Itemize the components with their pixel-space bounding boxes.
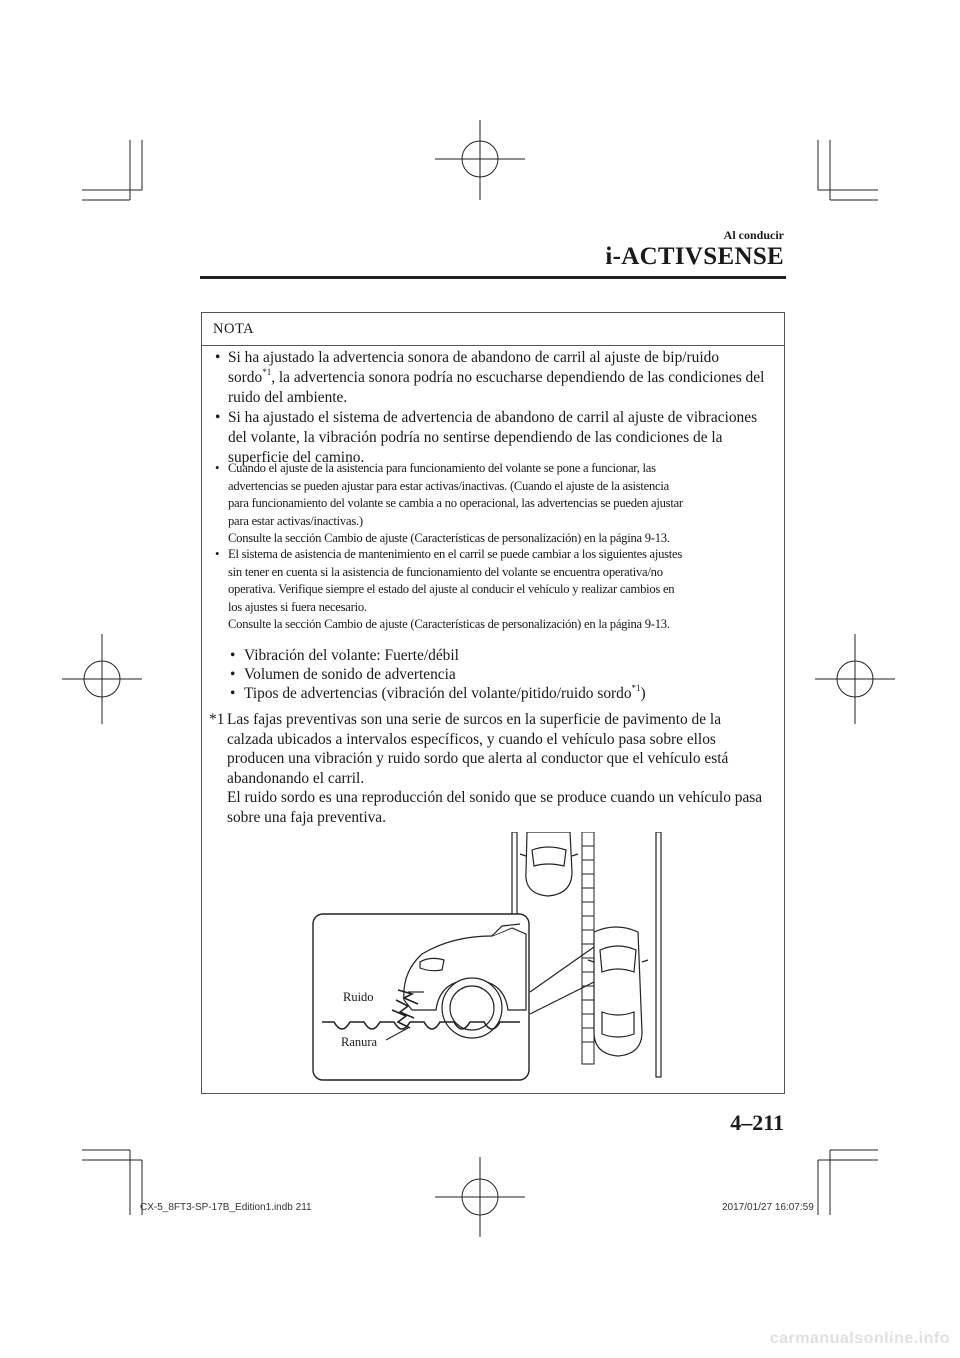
bullet: • — [215, 547, 220, 561]
note-item-line: operativa. Verifique siempre el estado del ajuste al conducir el vehículo y realizar cambios en — [228, 582, 675, 596]
note-item-line: El sistema de asistencia de mantenimiento en el carril se puede cambiar a los siguientes ajustes — [228, 547, 683, 561]
note-item-small — [215, 460, 780, 548]
sub-item-close: ) — [640, 685, 646, 702]
sub-item — [230, 646, 646, 665]
bullet: • — [230, 666, 236, 683]
footer-timestamp: 2017/01/27 16:07:59 — [722, 1202, 814, 1213]
footnote-line: abandonando el carril. — [227, 769, 365, 787]
registration-target-bottom — [435, 1157, 525, 1237]
note-item-line: Consulte la sección Cambio de ajuste (Características de personalización) en la página 9-13. — [228, 617, 670, 631]
groove-label: Ranura — [341, 1035, 378, 1049]
sub-item — [230, 665, 646, 684]
note-item-line: advertencias se pueden ajustar para estar activas/inactivas. (Cuando el ajuste de la asistencia — [228, 478, 669, 493]
note-item-line: los ajustes si fuera necesario. — [228, 599, 367, 614]
registration-target-right — [815, 634, 895, 724]
bullet: • — [215, 461, 220, 475]
note-item-line: sordo — [228, 369, 263, 386]
crop-mark-top-left — [82, 140, 142, 200]
footnote-ref: *1 — [262, 366, 272, 377]
registration-target-top — [435, 120, 525, 200]
crop-mark-top-right — [818, 140, 878, 200]
car-top-view-drifting — [588, 927, 648, 1056]
note-item-line: Consulte la sección Cambio de ajuste (Características de personalización) en la página 9-13. — [228, 531, 670, 545]
car-top-view-ahead — [520, 832, 578, 896]
crop-mark-bottom-right — [818, 1150, 878, 1215]
noise-label: Ruido — [343, 990, 374, 1004]
note-item-line: para funcionamiento del volante se cambia a no operacional, las advertencias se pueden ajustar — [228, 496, 683, 510]
note-heading: NOTA — [202, 313, 784, 346]
note-item — [215, 348, 780, 408]
note-item-small — [215, 546, 780, 634]
sub-item — [230, 684, 646, 703]
registration-target-left — [62, 634, 142, 724]
section-label: Al conducir — [723, 228, 784, 242]
section-title: i-ACTIVSENSE — [605, 243, 784, 270]
sub-item-text: Tipos de advertencias (vibración del volante/pitido/ruido sordo — [244, 685, 632, 702]
footnote-line: Las fajas preventivas son una serie de surcos en la superficie de pavimento de la — [227, 711, 722, 728]
note-item-line: Si ha ajustado el sistema de advertencia de abandono de carril al ajuste de vibraciones — [228, 409, 758, 426]
footer-file-info: CX-5_8FT3-SP-17B_Edition1.indb 211 — [140, 1202, 312, 1213]
footnote-line: El ruido sordo es una reproducción del sonido que se produce cuando un vehículo pasa — [227, 789, 763, 806]
note-item-line: sin tener en cuenta si la asistencia de funcionamiento del volante se encuentra operativa/no — [228, 564, 663, 579]
bullet: • — [215, 409, 221, 426]
crop-mark-bottom-left — [82, 1150, 142, 1215]
bullet: • — [230, 685, 236, 702]
note-item-line: Si ha ajustado la advertencia sonora de abandono de carril al ajuste de bip/ruido — [228, 349, 720, 366]
page-number: 4–211 — [730, 1110, 784, 1135]
note-item-line: Cuando el ajuste de la asistencia para funcionamiento del volante se pone a funcionar, las — [228, 461, 656, 475]
watermark: carmanualsonline.info — [769, 1330, 950, 1347]
footnote-line: sobre una faja preventiva. — [227, 808, 386, 826]
bullet: • — [215, 349, 221, 366]
note-item — [215, 408, 780, 468]
footnote-line: calzada ubicados a intervalos específicos, y cuando el vehículo pasa sobre ellos — [227, 730, 716, 748]
settings-sub-list — [230, 646, 646, 703]
footnote-line: producen una vibración y ruido sordo que alerta al conductor que el vehículo está — [227, 750, 729, 767]
sub-item-text: Vibración del volante: Fuerte/débil — [244, 647, 459, 664]
sub-item-text: Volumen de sonido de advertencia — [244, 666, 456, 683]
footnote-ref: *1 — [631, 682, 641, 693]
note-item-line: superficie del camino. — [228, 449, 365, 466]
note-item-line: para estar activas/inactivas.) — [228, 513, 363, 528]
note-item-line: , la advertencia sonora podría no escucharse dependiendo de las condiciones del — [271, 369, 765, 386]
bullet: • — [230, 647, 236, 664]
note-item-line: ruido del ambiente. — [228, 389, 348, 406]
footnote-marker: *1 — [209, 711, 225, 728]
note-item-line: del volante, la vibración podría no sentirse dependiendo de las condiciones de la — [228, 429, 723, 446]
header-rule — [200, 276, 786, 279]
footnote — [209, 710, 779, 827]
